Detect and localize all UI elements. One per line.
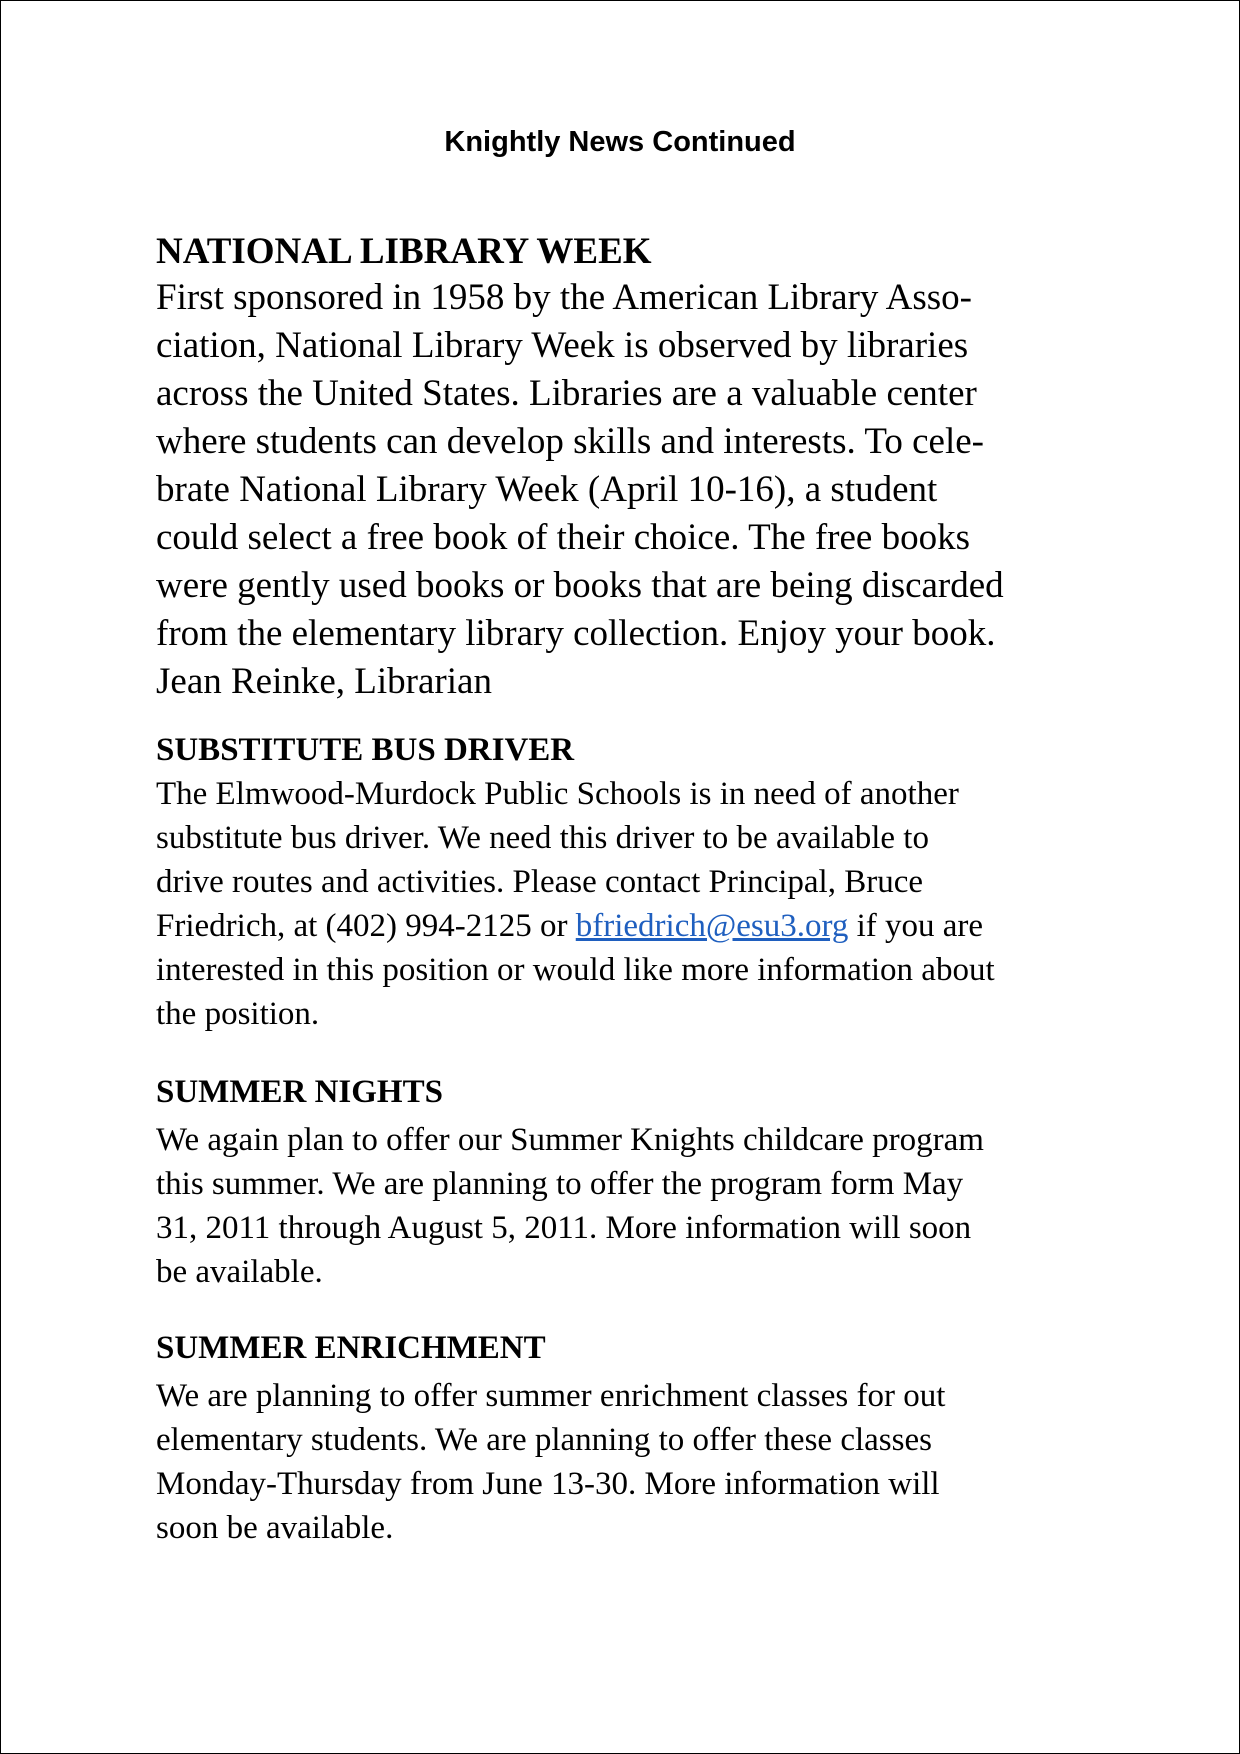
body-line: substitute bus driver. We need this driver to be available to	[156, 820, 929, 856]
body-line: were gently used books or books that are being discarded	[156, 565, 1004, 606]
section-heading: SUBSTITUTE BUS DRIVER	[156, 732, 575, 768]
body-line: 31, 2011 through August 5, 2011. More information will soon	[156, 1210, 972, 1246]
section-heading: SUMMER ENRICHMENT	[156, 1330, 546, 1366]
body-line: from the elementary library collection. Enjoy your book.	[156, 613, 996, 654]
body-line: First sponsored in 1958 by the American Library Asso-	[156, 277, 972, 318]
section-summer-enrichment	[156, 1326, 1116, 1550]
section-national-library-week	[156, 230, 1116, 706]
body-line: this summer. We are planning to offer the program form May	[156, 1166, 964, 1202]
contact-prefix: Friedrich, at (402) 994-2125 or	[156, 908, 576, 944]
body-line: be available.	[156, 1254, 323, 1290]
body-line: We are planning to offer summer enrichment classes for out	[156, 1378, 946, 1414]
contact-line	[156, 904, 1116, 948]
body-line: The Elmwood-Murdock Public Schools is in need of another	[156, 776, 959, 812]
signature-line: Jean Reinke, Librarian	[156, 661, 492, 702]
email-link[interactable]: bfriedrich@esu3.org	[575, 908, 849, 944]
contact-suffix: if you are	[848, 908, 984, 944]
section-heading: NATIONAL LIBRARY WEEK	[156, 231, 652, 272]
body-line: elementary students. We are planning to offer these classes	[156, 1422, 932, 1458]
body-line: the position.	[156, 996, 320, 1032]
section-summer-nights	[156, 1070, 1116, 1294]
section-substitute-bus-driver	[156, 728, 1116, 1036]
body-line: brate National Library Week (April 10-16), a student	[156, 469, 938, 510]
body-line: soon be available.	[156, 1510, 394, 1546]
body-line: across the United States. Libraries are a valuable center	[156, 373, 977, 414]
body-line: ciation, National Library Week is observed by libraries	[156, 325, 969, 366]
body-line: Monday-Thursday from June 13-30. More information will	[156, 1466, 940, 1502]
body-line: where students can develop skills and interests. To cele-	[156, 421, 984, 462]
body-line: could select a free book of their choice. The free books	[156, 517, 970, 558]
page-title: Knightly News Continued	[444, 126, 796, 158]
body-line: We again plan to offer our Summer Knights childcare program	[156, 1122, 984, 1158]
body-line: drive routes and activities. Please contact Principal, Bruce	[156, 864, 923, 900]
body-line: interested in this position or would like more information about	[156, 952, 995, 988]
section-heading: SUMMER NIGHTS	[156, 1074, 443, 1110]
